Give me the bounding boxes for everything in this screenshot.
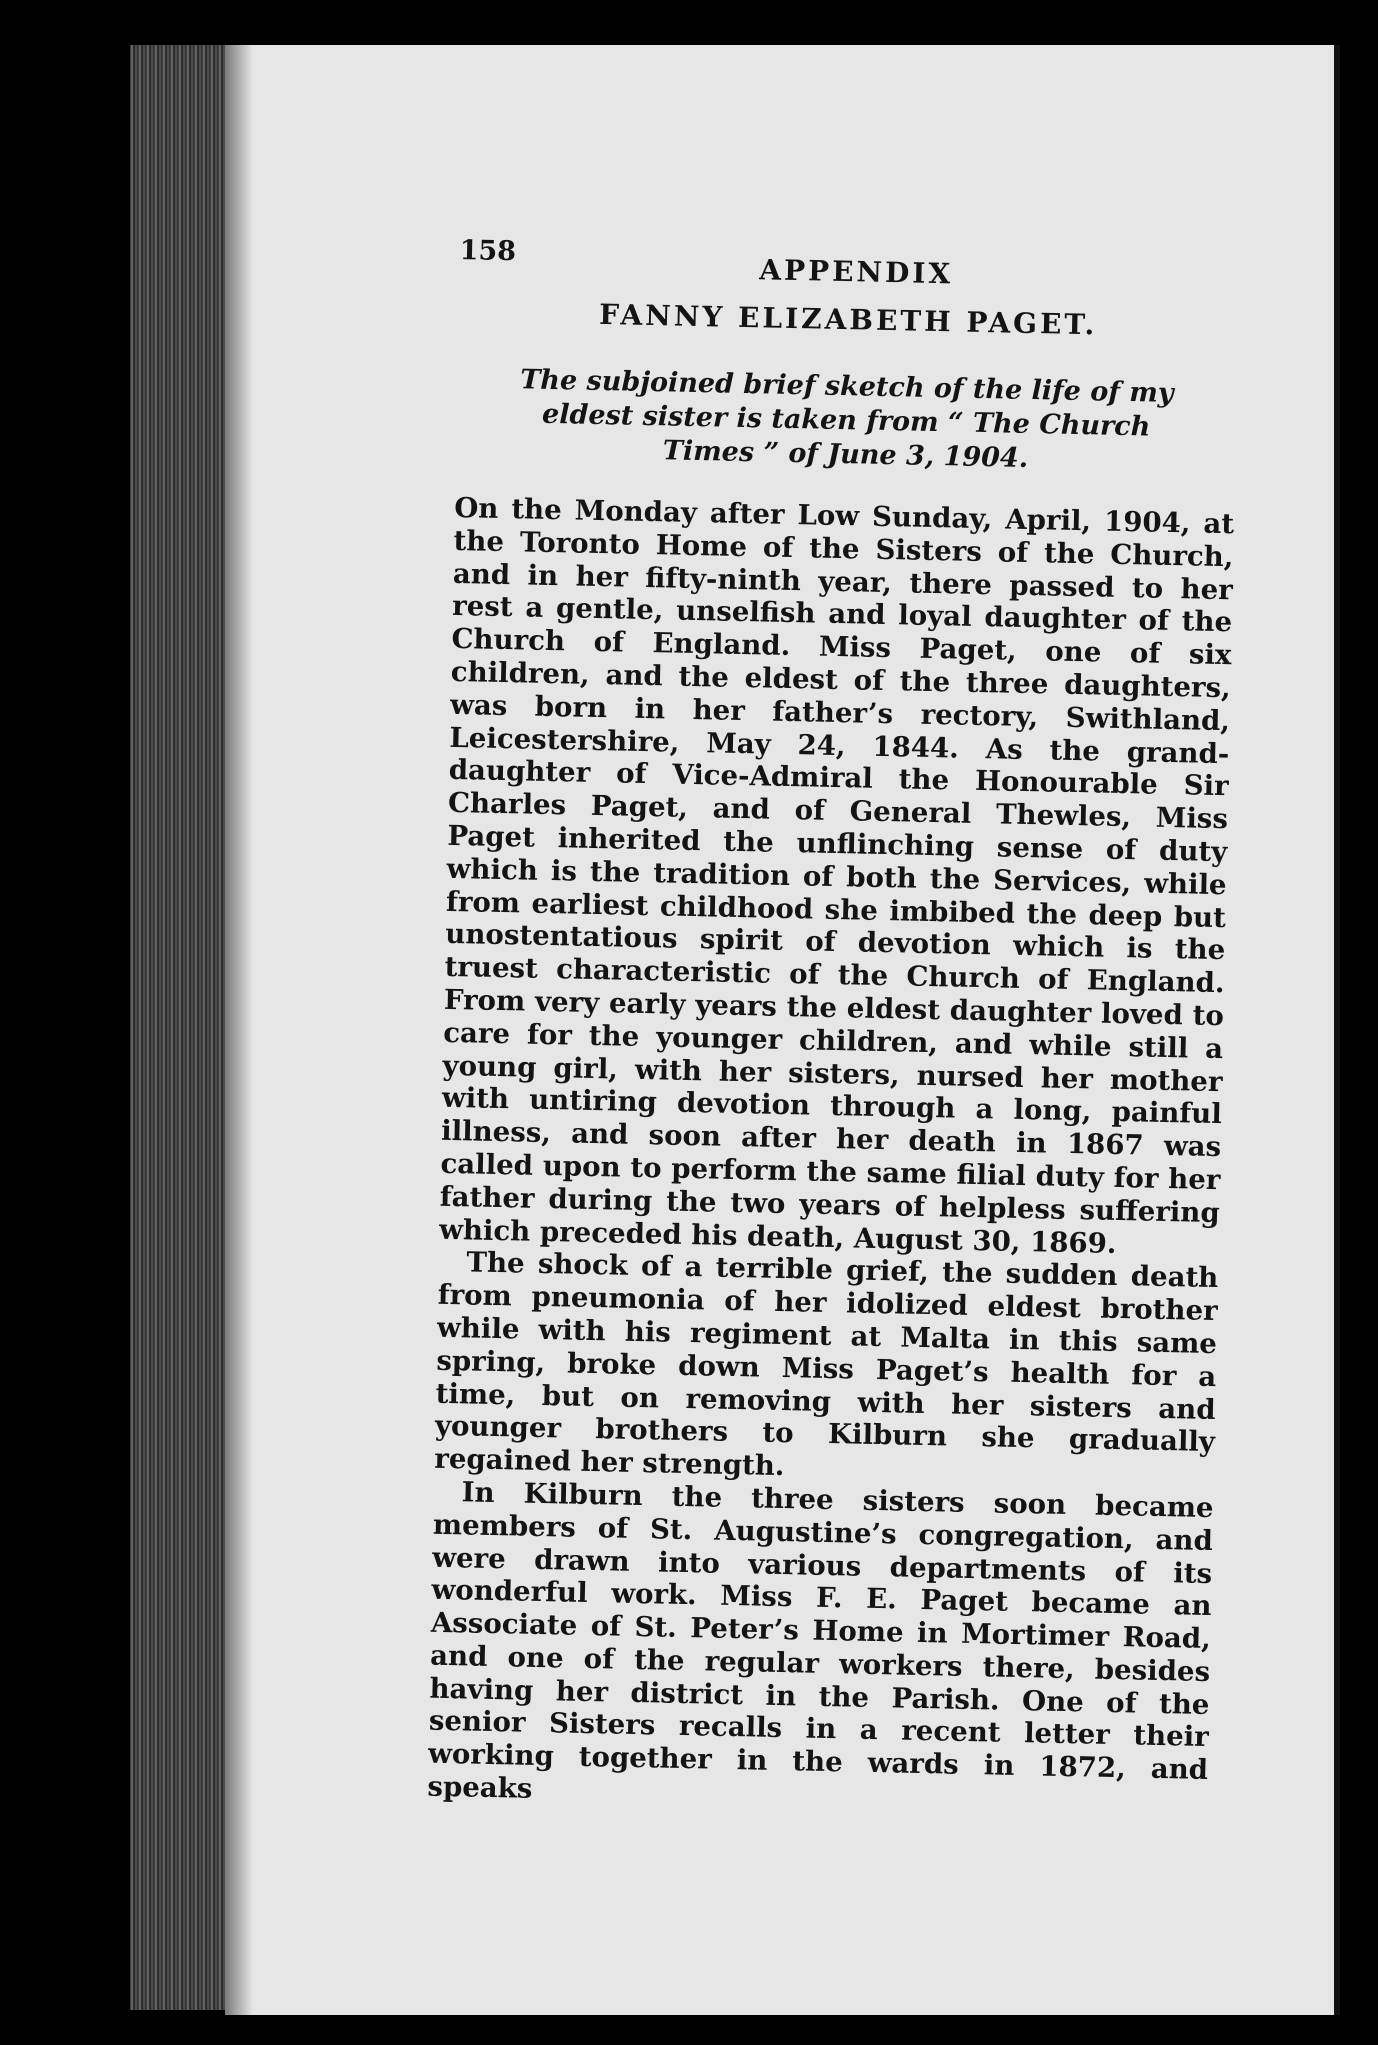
body-paragraph-2: The shock of a terrible grief, the sudden death from pneumonia of her idolized eldest brother while with his regiment at Malta in this same spring, broke down Miss Paget’s health for a time, but on removing with her sisters and younger brothers to Kilburn she gradually regained her strength. (434, 1245, 1219, 1483)
body-paragraph-3: In Kilburn the three sisters soon became members of St. Augustine’s congregation, and were drawn into various departments of its wonderful work. Miss F. E. Paget became an Associate of St. Peter’s Home in Mortimer Road, and one of the regular workers there, besides having her district in the Parish. One of the senior Sisters recalls in a recent letter their working together in the wards in 1872, and speaks (427, 1475, 1214, 1805)
page-text-block (427, 235, 1239, 1811)
body-paragraph-1: On the Monday after Low Sunday, April, 1904, at the Toronto Home of the Sisters of the Church, and in her fifty-ninth year, there passed to her rest a gentle, unselfish and loyal daughter of the Church of England. Miss Paget, one of six children, and the eldest of the three daughters, was born in her father’s rectory, Swithland, Leicestershire, May 24, 1844. As the grand-daughter of Vice-Admiral the Honourable Sir Charles Paget, and of General Thewles, Miss Paget inherited the unflinching sense of duty which is the tradition of both the Services, while from earliest childhood she imbibed the deep but unostentatious spirit of devotion which is the truest characteristic of the Church of England. From very early years the eldest daughter loved to care for the younger children, and while still a young girl, with her sisters, nursed her mother with untiring devotion through a long, painful illness, and soon after her death in 1867 was called upon to perform the same filial duty for her father during the two years of helpless suffering which preceded his death, August 30, 1869. (438, 490, 1235, 1260)
page-edge (1334, 45, 1340, 2015)
page-number: 158 (459, 235, 517, 268)
book-page (225, 45, 1340, 2015)
spine-shadow (225, 45, 253, 2015)
section-title: FANNY ELIZABETH PAGET. (598, 297, 1098, 342)
book-page-edges (130, 45, 235, 2010)
running-title: APPENDIX (758, 253, 954, 291)
section-subtitle: The subjoined brief sketch of the life of my eldest sister is taken from “ The Church Times ” of June 3, 1904. (519, 364, 1174, 474)
